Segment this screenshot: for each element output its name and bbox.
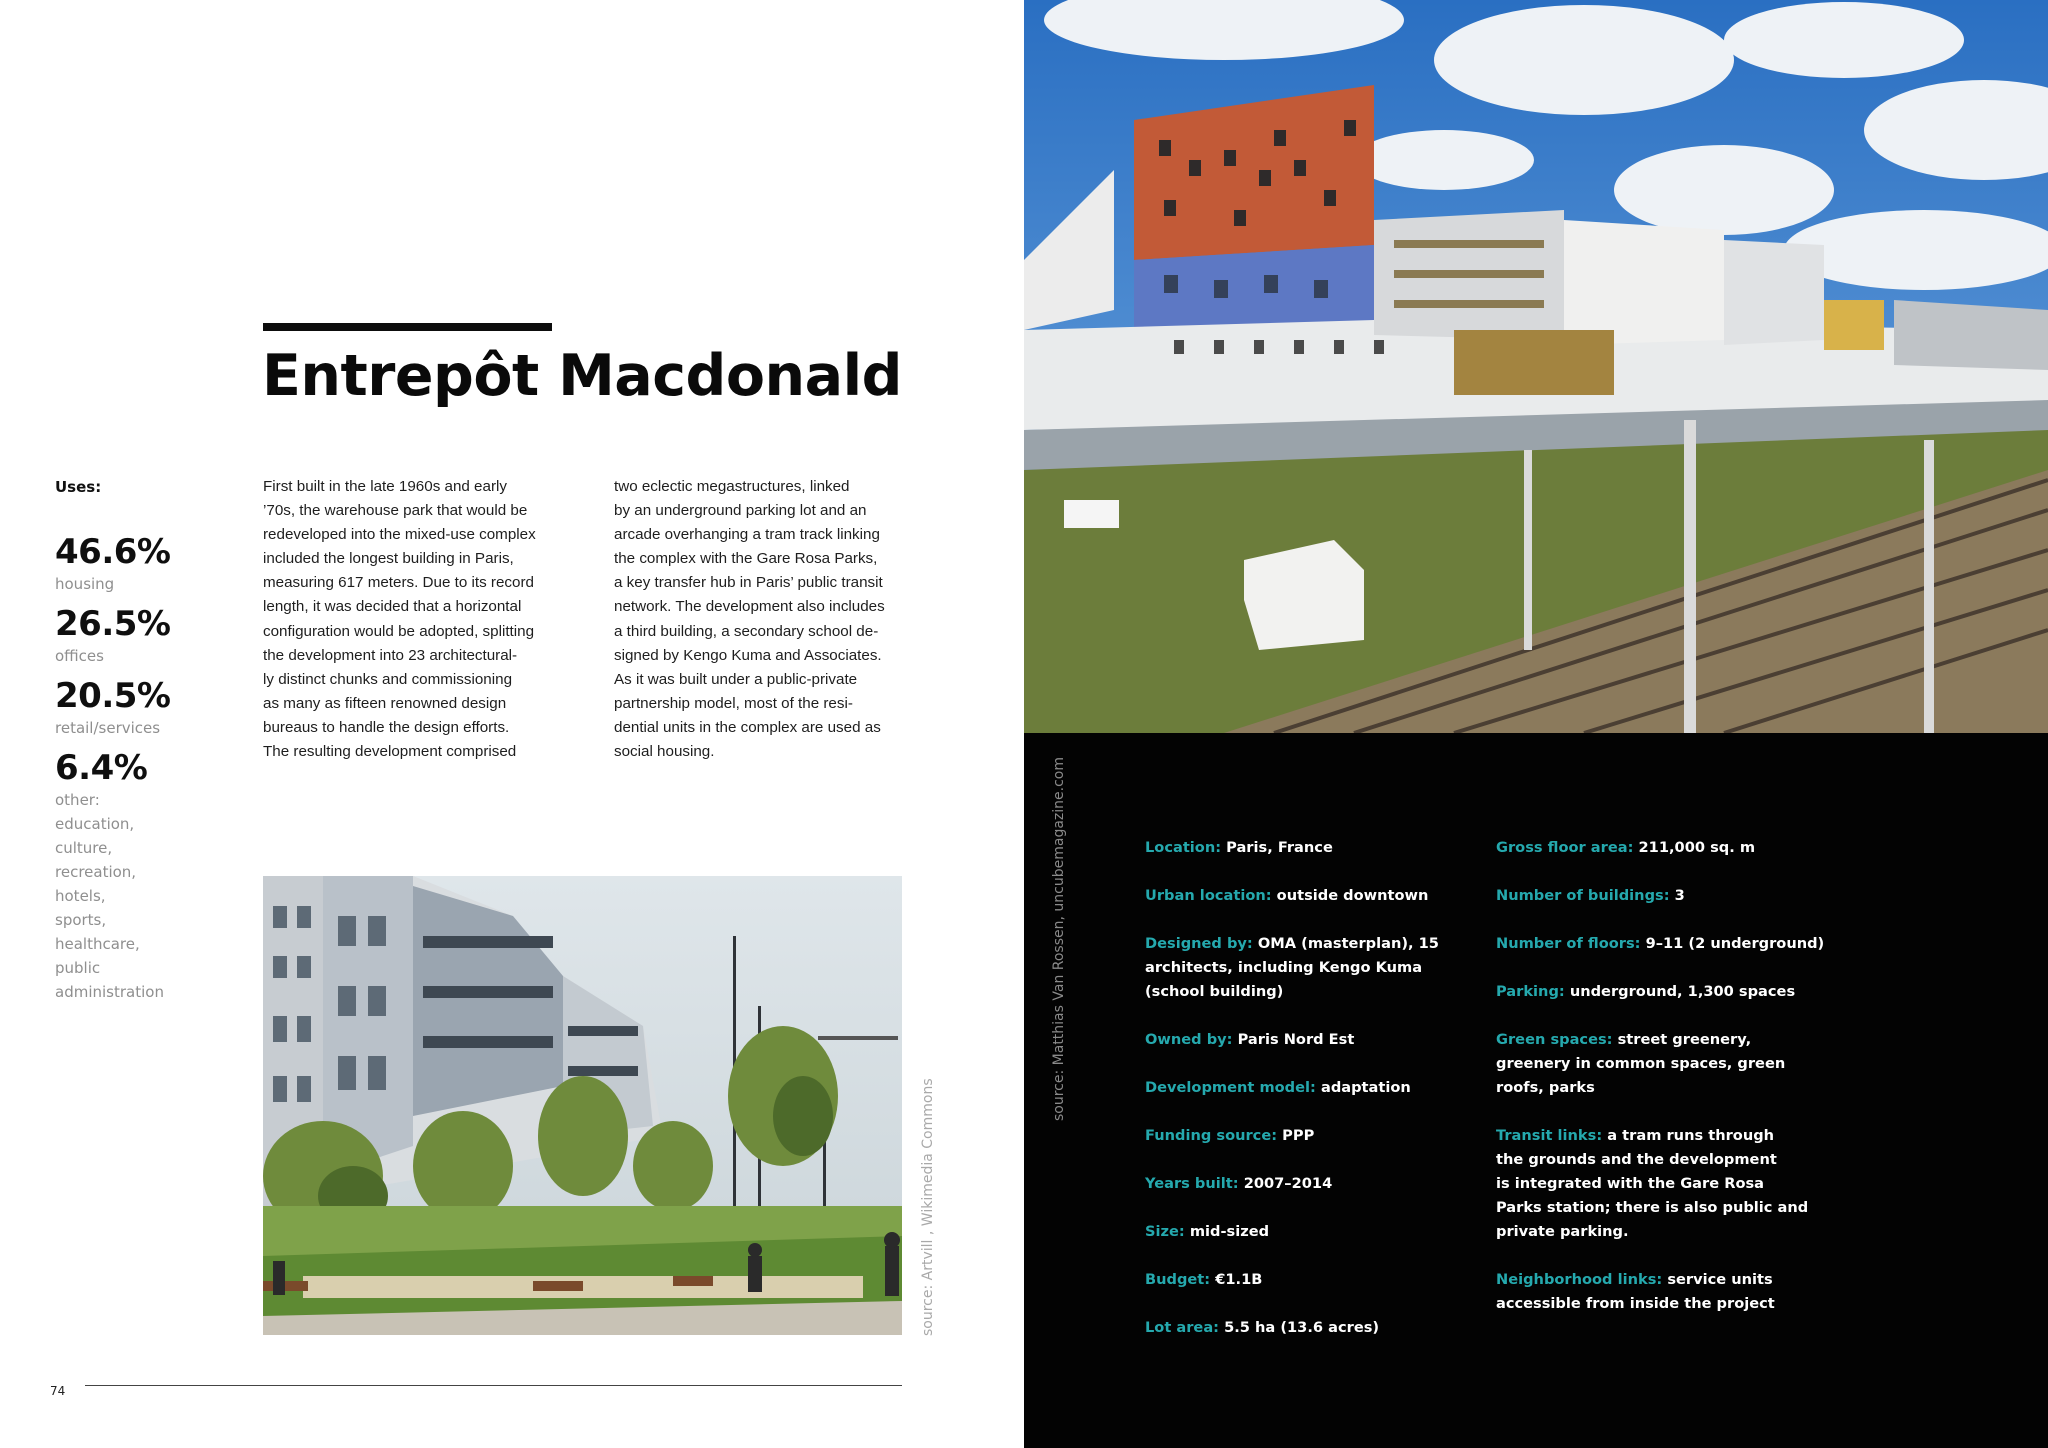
stat-percent: 20.5% — [55, 676, 171, 716]
other-use-item: culture, — [55, 839, 113, 857]
stat-label: offices — [55, 647, 104, 665]
fact-key: Owned by: — [1145, 1031, 1233, 1048]
page-number: 74 — [50, 1384, 66, 1398]
other-use-item: education, — [55, 815, 135, 833]
other-use-item: healthcare, — [55, 935, 140, 953]
other-use-item: recreation, — [55, 863, 137, 881]
fact-key: Lot area: — [1145, 1319, 1220, 1336]
fact-key: Size: — [1145, 1223, 1185, 1240]
stat-percent: 6.4% — [55, 748, 148, 788]
body-line: a key transfer hub in Paris’ public transit — [614, 574, 883, 592]
fact-value: is integrated with the Gare Rosa — [1496, 1175, 1765, 1192]
body-line: The resulting development comprised — [263, 743, 517, 761]
fact-key: Number of floors: — [1496, 935, 1641, 952]
fact-transit-links — [1496, 1124, 1808, 1244]
stat-offices — [55, 604, 170, 668]
fact-years-built — [1145, 1172, 1332, 1196]
body-line: arcade overhanging a tram track linking — [614, 526, 880, 544]
fact-value: mid-sized — [1189, 1223, 1270, 1240]
fact-number-of-floors — [1496, 932, 1824, 956]
fact-lot-area — [1145, 1316, 1379, 1340]
fact-gross-floor-area — [1496, 836, 1755, 860]
body-line: dential units in the complex are used as — [614, 718, 881, 736]
body-line: the complex with the Gare Rosa Parks, — [614, 550, 878, 568]
body-line: measuring 617 meters. Due to its record — [263, 574, 534, 592]
fact-value: outside downtown — [1276, 887, 1429, 904]
stat-retail — [55, 676, 170, 740]
body-line: the development into 23 architectural- — [263, 646, 518, 664]
fact-neighborhood-links — [1496, 1268, 1775, 1316]
fact-value: greenery in common spaces, green — [1496, 1055, 1786, 1072]
body-column-1 — [263, 475, 536, 764]
fact-key: Location: — [1145, 839, 1222, 856]
fact-owned-by — [1145, 1028, 1354, 1052]
body-line: redeveloped into the mixed-use complex — [263, 526, 536, 544]
fact-development-model — [1145, 1076, 1411, 1100]
fact-value: adaptation — [1320, 1079, 1411, 1096]
fact-value: 2007–2014 — [1243, 1175, 1333, 1192]
photo-credit-bottom: source: Artvill , Wikimedia Commons — [920, 1078, 936, 1336]
fact-value: Paris, France — [1226, 839, 1333, 856]
fact-value: the grounds and the development — [1496, 1151, 1777, 1168]
body-line: by an underground parking lot and an — [614, 502, 867, 520]
body-line: a third building, a secondary school de- — [614, 622, 879, 640]
body-line: partnership model, most of the resi- — [614, 694, 853, 712]
page-title: Entrepôt Macdonald — [262, 343, 902, 409]
fact-value: €1.1B — [1215, 1271, 1263, 1288]
fact-value: 211,000 sq. m — [1638, 839, 1756, 856]
uses-label: Uses: — [55, 478, 102, 496]
fact-value: service units — [1667, 1271, 1773, 1288]
stat-percent: 26.5% — [55, 604, 171, 644]
fact-value: OMA (masterplan), 15 — [1257, 935, 1439, 952]
fact-key: Budget: — [1145, 1271, 1211, 1288]
fact-value: 5.5 ha (13.6 acres) — [1224, 1319, 1380, 1336]
fact-value: Parks station; there is also public and — [1496, 1199, 1809, 1216]
fact-value: 9–11 (2 underground) — [1645, 935, 1825, 952]
other-use-item: hotels, — [55, 887, 106, 905]
other-use-item: public — [55, 959, 101, 977]
fact-value: a tram runs through — [1607, 1127, 1775, 1144]
fact-parking — [1496, 980, 1795, 1004]
other-uses-list — [55, 812, 185, 1004]
body-line: two eclectic megastructures, linked — [614, 478, 850, 495]
photo-credit-top: source: Matthias Van Rossen, uncubemagazine.com — [1051, 757, 1067, 1121]
fact-key: Years built: — [1145, 1175, 1239, 1192]
stat-label: other: — [55, 791, 100, 809]
body-line: First built in the late 1960s and early — [263, 478, 507, 495]
body-line: network. The development also includes — [614, 598, 885, 616]
fact-key: Gross floor area: — [1496, 839, 1634, 856]
fact-green-spaces — [1496, 1028, 1785, 1100]
fact-value: PPP — [1282, 1127, 1315, 1144]
other-use-item: sports, — [55, 911, 107, 929]
fact-value: architects, including Kengo Kuma — [1145, 959, 1423, 976]
stat-percent: 46.6% — [55, 532, 171, 572]
stat-label: housing — [55, 575, 115, 593]
fact-key: Designed by: — [1145, 935, 1253, 952]
body-line: As it was built under a public-private — [614, 670, 858, 688]
body-line: bureaus to handle the design efforts. — [263, 718, 510, 736]
other-use-item: administration — [55, 983, 164, 1001]
stat-housing — [55, 532, 170, 596]
fact-value: underground, 1,300 spaces — [1569, 983, 1796, 1000]
body-line: social housing. — [614, 743, 715, 761]
fact-key: Transit links: — [1496, 1127, 1603, 1144]
fact-key: Green spaces: — [1496, 1031, 1613, 1048]
body-column-2 — [614, 475, 885, 764]
railway-photo — [1024, 0, 2048, 733]
footer-rule — [85, 1385, 902, 1386]
fact-value: Paris Nord Est — [1237, 1031, 1355, 1048]
body-line: as many as fifteen renowned design — [263, 694, 507, 712]
fact-value: (school building) — [1145, 983, 1284, 1000]
body-line: signed by Kengo Kuma and Associates. — [614, 646, 882, 664]
body-line: configuration would be adopted, splitting — [263, 622, 535, 640]
title-rule — [263, 323, 552, 331]
body-line: included the longest building in Paris, — [263, 550, 514, 568]
fact-value: 3 — [1674, 887, 1685, 904]
fact-designed-by — [1145, 932, 1445, 1004]
fact-value: accessible from inside the project — [1496, 1295, 1775, 1312]
fact-urban-location — [1145, 884, 1428, 908]
fact-key: Funding source: — [1145, 1127, 1278, 1144]
body-line: ly distinct chunks and commissioning — [263, 670, 513, 688]
fact-value: street greenery, — [1617, 1031, 1752, 1048]
body-line: length, it was decided that a horizontal — [263, 598, 522, 616]
fact-key: Development model: — [1145, 1079, 1316, 1096]
stat-other — [55, 748, 185, 1004]
fact-key: Number of buildings: — [1496, 887, 1670, 904]
fact-value: private parking. — [1496, 1223, 1629, 1240]
fact-location — [1145, 836, 1333, 860]
park-photo — [263, 876, 902, 1335]
fact-size — [1145, 1220, 1269, 1244]
fact-budget — [1145, 1268, 1262, 1292]
fact-key: Urban location: — [1145, 887, 1272, 904]
fact-key: Parking: — [1496, 983, 1565, 1000]
fact-value: roofs, parks — [1496, 1079, 1595, 1096]
fact-key: Neighborhood links: — [1496, 1271, 1663, 1288]
fact-number-of-buildings — [1496, 884, 1685, 908]
body-line: ’70s, the warehouse park that would be — [263, 502, 528, 520]
fact-funding-source — [1145, 1124, 1314, 1148]
stat-label: retail/services — [55, 719, 161, 737]
